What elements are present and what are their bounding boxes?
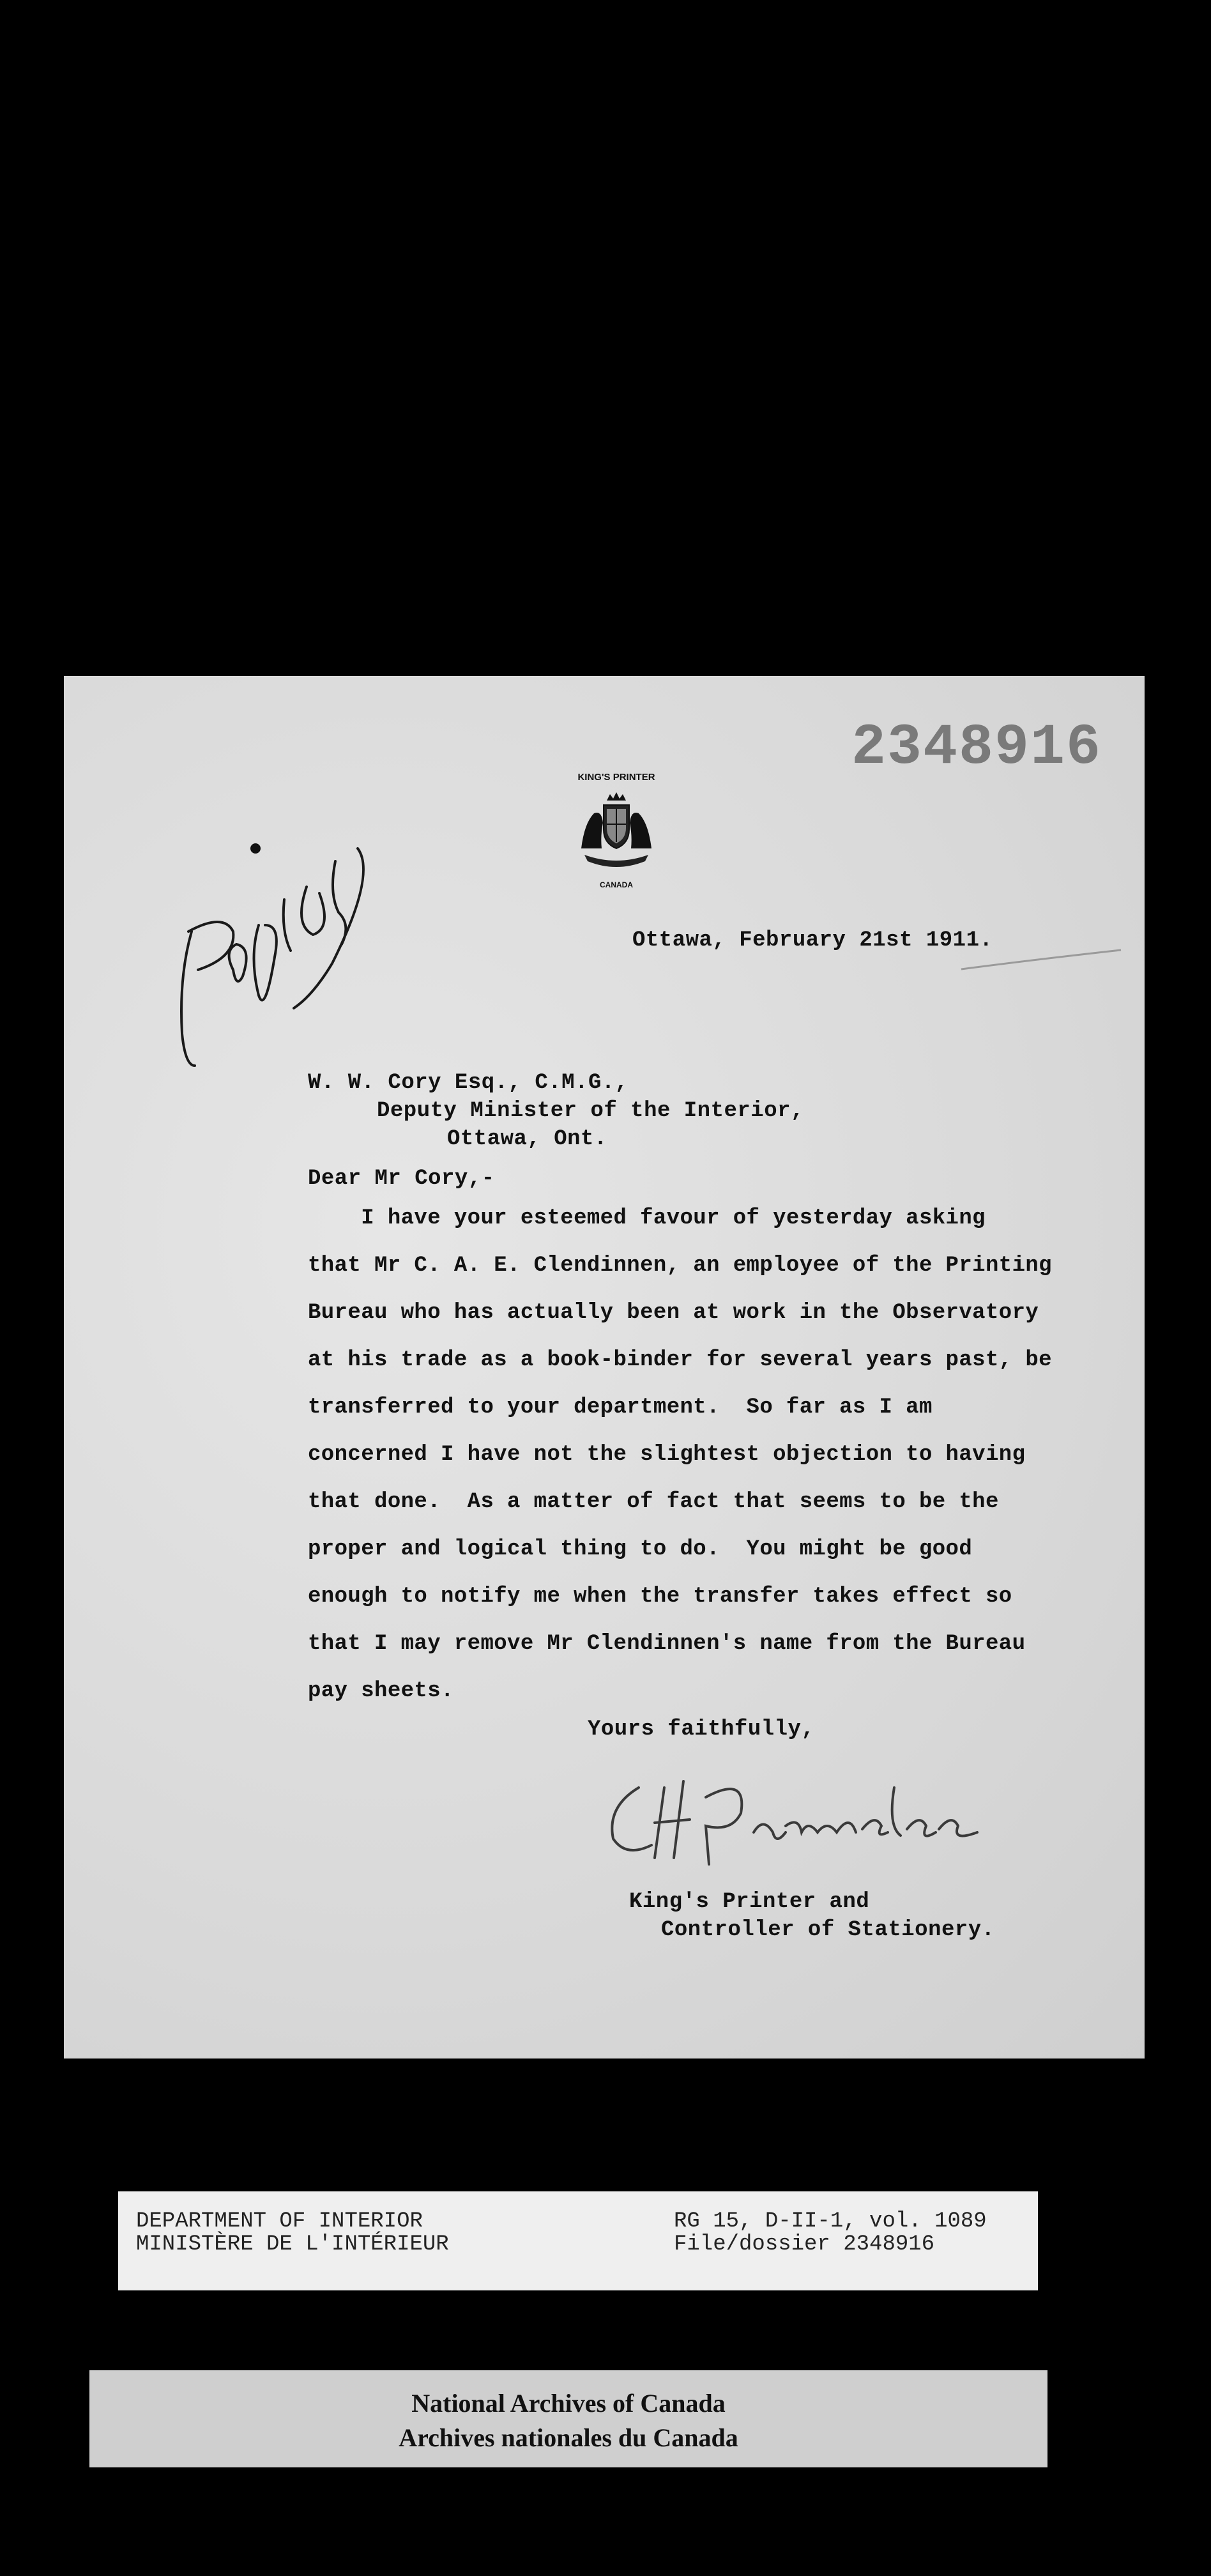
department-english: DEPARTMENT OF INTERIOR [136,2209,423,2234]
file-number-stamp: 2348916 [851,716,1102,781]
handwritten-papers-note [121,765,396,1072]
archives-name-english: National Archives of Canada [411,2389,726,2418]
body-line: enough to notify me when the transfer takes effect so [308,1584,1012,1609]
department-french: MINISTÈRE DE L'INTÉRIEUR [136,2232,449,2257]
file-dossier-number: File/dossier 2348916 [674,2232,935,2257]
salutation: Dear Mr Cory,- [308,1167,495,1191]
archive-reference-label [118,2191,1038,2290]
crest-bottom-text: CANADA [600,880,633,889]
body-line: proper and logical thing to do. You might be good [308,1537,973,1561]
addressee-line-1: W. W. Cory Esq., C.M.G., [308,1071,628,1095]
closing: Yours faithfully, [588,1717,815,1742]
body-line: I have your esteemed favour of yesterday asking [308,1206,986,1230]
body-line: concerned I have not the slightest objection to having [308,1443,1026,1467]
body-line: transferred to your department. So far as I am [308,1395,933,1420]
letter-page [64,676,1145,2058]
crest-top-text: KING'S PRINTER [577,772,655,783]
signer-title-line-1: King's Printer and [629,1890,870,1914]
record-group-reference: RG 15, D-II-1, vol. 1089 [674,2209,987,2234]
archives-name-french: Archives nationales du Canada [399,2423,738,2452]
body-line: pay sheets. [308,1679,454,1703]
body-line: that I may remove Mr Clendinnen's name from the Bureau [308,1632,1026,1656]
body-line: that Mr C. A. E. Clendinnen, an employee of the Printing [308,1254,1052,1278]
addressee-line-3: Ottawa, Ont. [447,1127,607,1151]
handwritten-signature [594,1762,1003,1877]
archives-banner [89,2370,1047,2467]
body-line: at his trade as a book-binder for several years past, be [308,1348,1052,1372]
body-line: that done. As a matter of fact that seems to be the [308,1490,999,1514]
signer-title-line-2: Controller of Stationery. [661,1918,995,1942]
addressee-line-2: Deputy Minister of the Interior, [377,1099,804,1123]
body-line: Bureau who has actually been at work in the Observatory [308,1301,1039,1325]
kings-printer-crest-icon [556,765,677,887]
dateline: Ottawa, February 21st 1911. [632,928,993,953]
